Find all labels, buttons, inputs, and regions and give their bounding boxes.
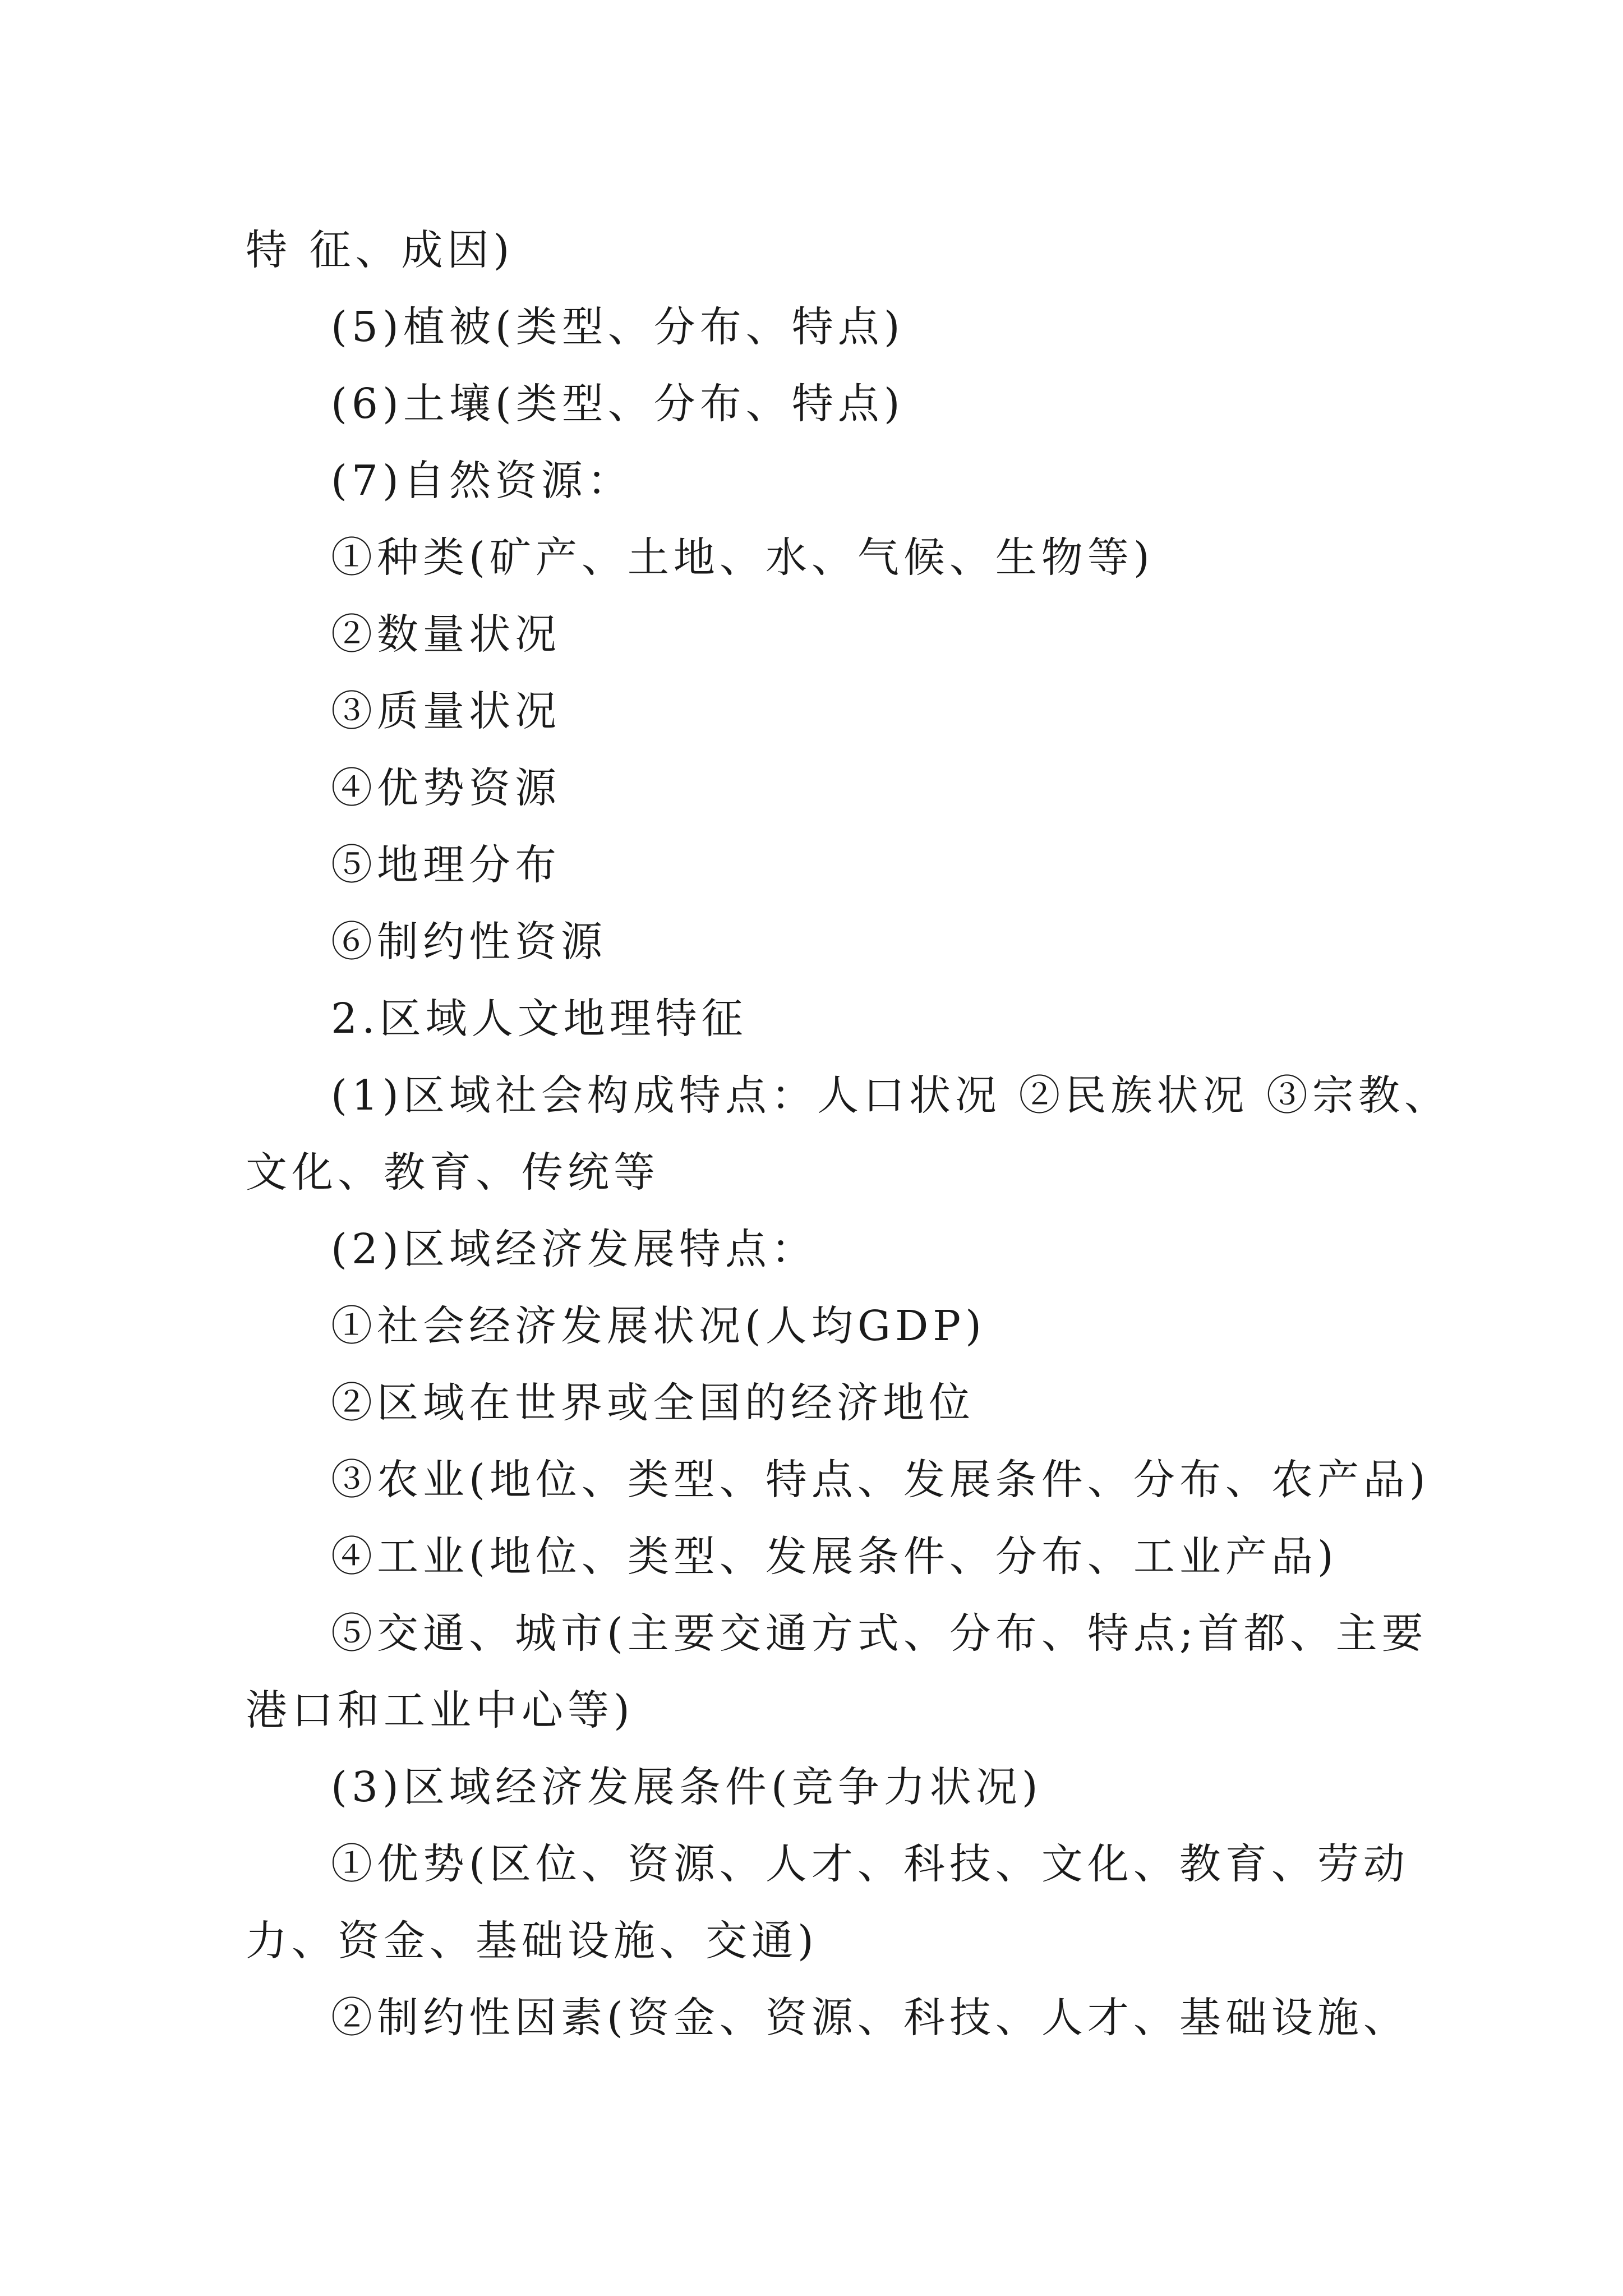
text-line: (6)土壤(类型、分布、特点) — [331, 380, 905, 428]
text-line: ⑤交通、城市(主要交通方式、分布、特点;首都、主要 — [331, 1609, 1428, 1658]
text-line: ①种类(矿产、土地、水、气候、生物等) — [331, 533, 1154, 582]
text-line: ②数量状况 — [331, 610, 561, 659]
text-line: ⑥制约性资源 — [331, 918, 607, 966]
text-line: ②区域在世界或全国的经济地位 — [331, 1379, 975, 1427]
text-line: 文化、教育、传统等 — [246, 1148, 660, 1197]
text-line: (3)区域经济发展条件(竞争力状况) — [331, 1763, 1043, 1811]
text-line: (1)区域社会构成特点：人口状况 ②民族状况 ③宗教、 — [331, 1071, 1450, 1120]
text-line: ②制约性因素(资金、资源、科技、人才、基础设施、 — [331, 1994, 1409, 2042]
text-line: ①优势(区位、资源、人才、科技、文化、教育、劳动 — [331, 1840, 1409, 1888]
text-line: 港口和工业中心等) — [246, 1686, 634, 1734]
text-line: (5)植被(类型、分布、特点) — [331, 303, 905, 351]
text-line: 特 征、成因) — [246, 226, 514, 274]
text-line: ③农业(地位、类型、特点、发展条件、分布、农产品) — [331, 1456, 1430, 1504]
text-line: ④优势资源 — [331, 764, 561, 812]
text-line: 力、资金、基础设施、交通) — [246, 1917, 818, 1965]
section-heading: 2.区域人文地理特征 — [331, 995, 748, 1043]
text-line: (2)区域经济发展特点： — [331, 1225, 817, 1273]
document-body — [246, 212, 1450, 2056]
text-line: ①社会经济发展状况(人均GDP) — [331, 1302, 986, 1350]
text-line: ③质量状况 — [331, 687, 561, 735]
text-line: ⑤地理分布 — [331, 841, 561, 889]
text-line: (7)自然资源： — [331, 457, 633, 505]
text-line: ④工业(地位、类型、发展条件、分布、工业产品) — [331, 1533, 1338, 1581]
